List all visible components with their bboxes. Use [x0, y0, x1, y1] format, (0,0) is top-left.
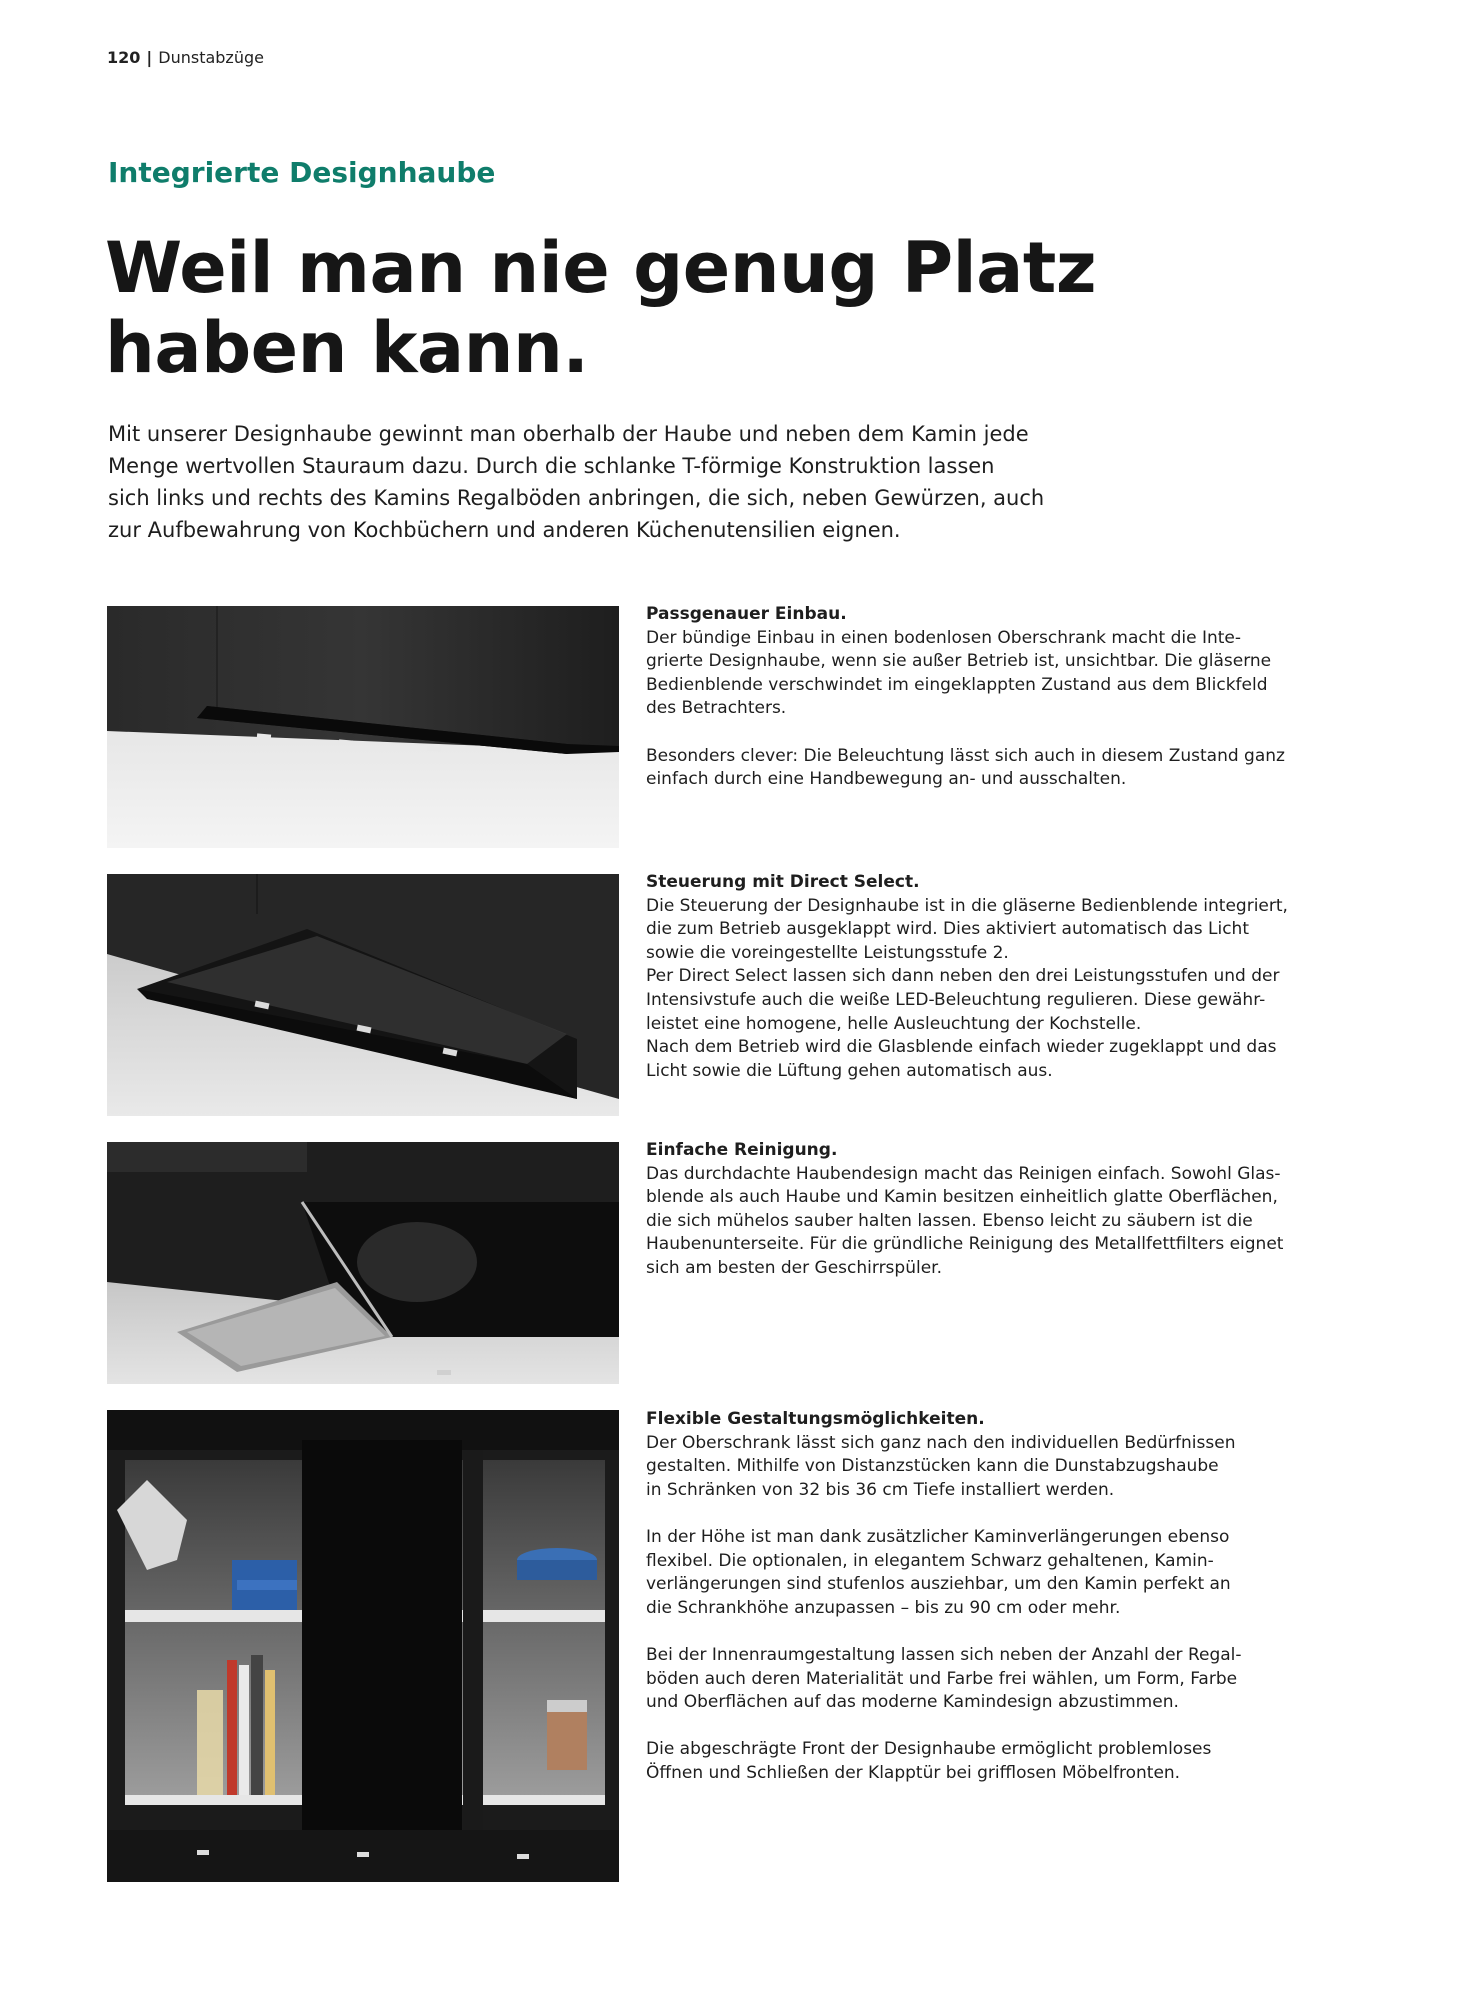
- headline: [105, 227, 1097, 389]
- intro-line: Mit unserer Designhaube gewinnt man oberhalb der Haube und neben dem Kamin jede: [108, 422, 1029, 446]
- feature-line: die Schrankhöhe anzupassen – bis zu 90 cm oder mehr.: [646, 1597, 1121, 1618]
- feature-line: Haubenunterseite. Für die gründliche Reinigung des Metallfettfilters eignet: [646, 1234, 1284, 1255]
- feature-line: sich am besten der Geschirrspüler.: [646, 1257, 942, 1278]
- feature-title: Passgenauer Einbau.: [646, 604, 847, 624]
- feature-line: flexibel. Die optionalen, in elegantem Schwarz gehaltenen, Kamin-: [646, 1550, 1214, 1571]
- feature-line: grierte Designhaube, wenn sie außer Betrieb ist, unsichtbar. Die gläserne: [646, 651, 1272, 672]
- feature-line: in Schränken von 32 bis 36 cm Tiefe installiert werden.: [646, 1479, 1115, 1500]
- feature-title: Einfache Reinigung.: [646, 1140, 838, 1160]
- photo-flush-installation: [107, 606, 619, 848]
- intro-line: sich links und rechts des Kamins Regalböden anbringen, die sich, neben Gewürzen, auch: [108, 486, 1045, 510]
- feature-line: leistet eine homogene, helle Ausleuchtung der Kochstelle.: [646, 1013, 1142, 1034]
- page-header: [107, 48, 264, 67]
- feature-line: einfach durch eine Handbewegung an- und ausschalten.: [646, 769, 1127, 790]
- headline-line: haben kann.: [105, 307, 589, 389]
- feature-line: Die abgeschrägte Front der Designhaube ermöglicht problemloses: [646, 1739, 1212, 1760]
- feature-line: blende als auch Haube und Kamin besitzen einheitlich glatte Oberflächen,: [646, 1187, 1278, 1208]
- header-separator: |: [146, 48, 153, 67]
- feature-line: Öffnen und Schließen der Klapptür bei grifflosen Möbelfronten.: [646, 1762, 1181, 1783]
- hood-closed-illustration: [107, 606, 619, 848]
- feature-line: böden auch deren Materialität und Farbe frei wählen, um Form, Farbe: [646, 1668, 1238, 1689]
- feature-line: Intensivstufe auch die weiße LED-Beleuchtung regulieren. Diese gewähr-: [646, 989, 1266, 1010]
- intro-paragraph: [108, 418, 1068, 546]
- photo-flexible-design: [107, 1410, 619, 1882]
- feature-line: In der Höhe ist man dank zusätzlicher Kaminverlängerungen ebenso: [646, 1526, 1230, 1547]
- kicker-title: Integrierte Designhaube: [108, 156, 496, 189]
- feature-line: Das durchdachte Haubendesign macht das Reinigen einfach. Sowohl Glas-: [646, 1163, 1281, 1184]
- feature-direct-select: [646, 871, 1326, 1083]
- feature-line: Bedienblende verschwindet im eingeklappten Zustand aus dem Blickfeld: [646, 674, 1268, 695]
- feature-line: Der Oberschrank lässt sich ganz nach den individuellen Bedürfnissen: [646, 1432, 1236, 1453]
- feature-line: Licht sowie die Lüftung gehen automatisch aus.: [646, 1060, 1053, 1081]
- hood-open-illustration: [107, 874, 619, 1116]
- feature-line: die zum Betrieb ausgeklappt wird. Dies aktiviert automatisch das Licht: [646, 919, 1249, 940]
- feature-flush-installation: [646, 603, 1326, 792]
- page-number: 120: [107, 48, 141, 67]
- hood-filter-illustration: [107, 1142, 619, 1384]
- photo-easy-cleaning: [107, 1142, 619, 1384]
- feature-title: Steuerung mit Direct Select.: [646, 872, 920, 892]
- cabinet-shelves-illustration: [107, 1410, 619, 1882]
- feature-line: Nach dem Betrieb wird die Glasblende einfach wieder zugeklappt und das: [646, 1037, 1277, 1058]
- feature-line: verlängerungen sind stufenlos ausziehbar, um den Kamin perfekt an: [646, 1574, 1231, 1595]
- intro-line: zur Aufbewahrung von Kochbüchern und anderen Küchenutensilien eignen.: [108, 518, 901, 542]
- feature-line: sowie die voreingestellte Leistungsstufe 2.: [646, 942, 1009, 963]
- section-name: Dunstabzüge: [158, 48, 264, 67]
- photo-direct-select: [107, 874, 619, 1116]
- feature-line: und Oberflächen auf das moderne Kamindesign abzustimmen.: [646, 1692, 1179, 1713]
- feature-line: Der bündige Einbau in einen bodenlosen Oberschrank macht die Inte-: [646, 627, 1242, 648]
- feature-flexible-design: [646, 1408, 1326, 1786]
- feature-line: Besonders clever: Die Beleuchtung lässt sich auch in diesem Zustand ganz: [646, 745, 1285, 766]
- feature-line: die sich mühelos sauber halten lassen. Ebenso leicht zu säubern ist die: [646, 1210, 1253, 1231]
- feature-title: Flexible Gestaltungsmöglichkeiten.: [646, 1409, 985, 1429]
- feature-line: Bei der Innenraumgestaltung lassen sich neben der Anzahl der Regal-: [646, 1644, 1242, 1665]
- intro-line: Menge wertvollen Stauraum dazu. Durch die schlanke T-förmige Konstruktion lassen: [108, 454, 995, 478]
- feature-line: gestalten. Mithilfe von Distanzstücken kann die Dunstabzugshaube: [646, 1456, 1219, 1477]
- headline-line: Weil man nie genug Platz: [105, 227, 1097, 309]
- feature-line: Die Steuerung der Designhaube ist in die gläserne Bedienblende integriert,: [646, 895, 1288, 916]
- feature-easy-cleaning: [646, 1139, 1326, 1281]
- feature-line: Per Direct Select lassen sich dann neben den drei Leistungsstufen und der: [646, 966, 1280, 987]
- feature-line: des Betrachters.: [646, 698, 787, 719]
